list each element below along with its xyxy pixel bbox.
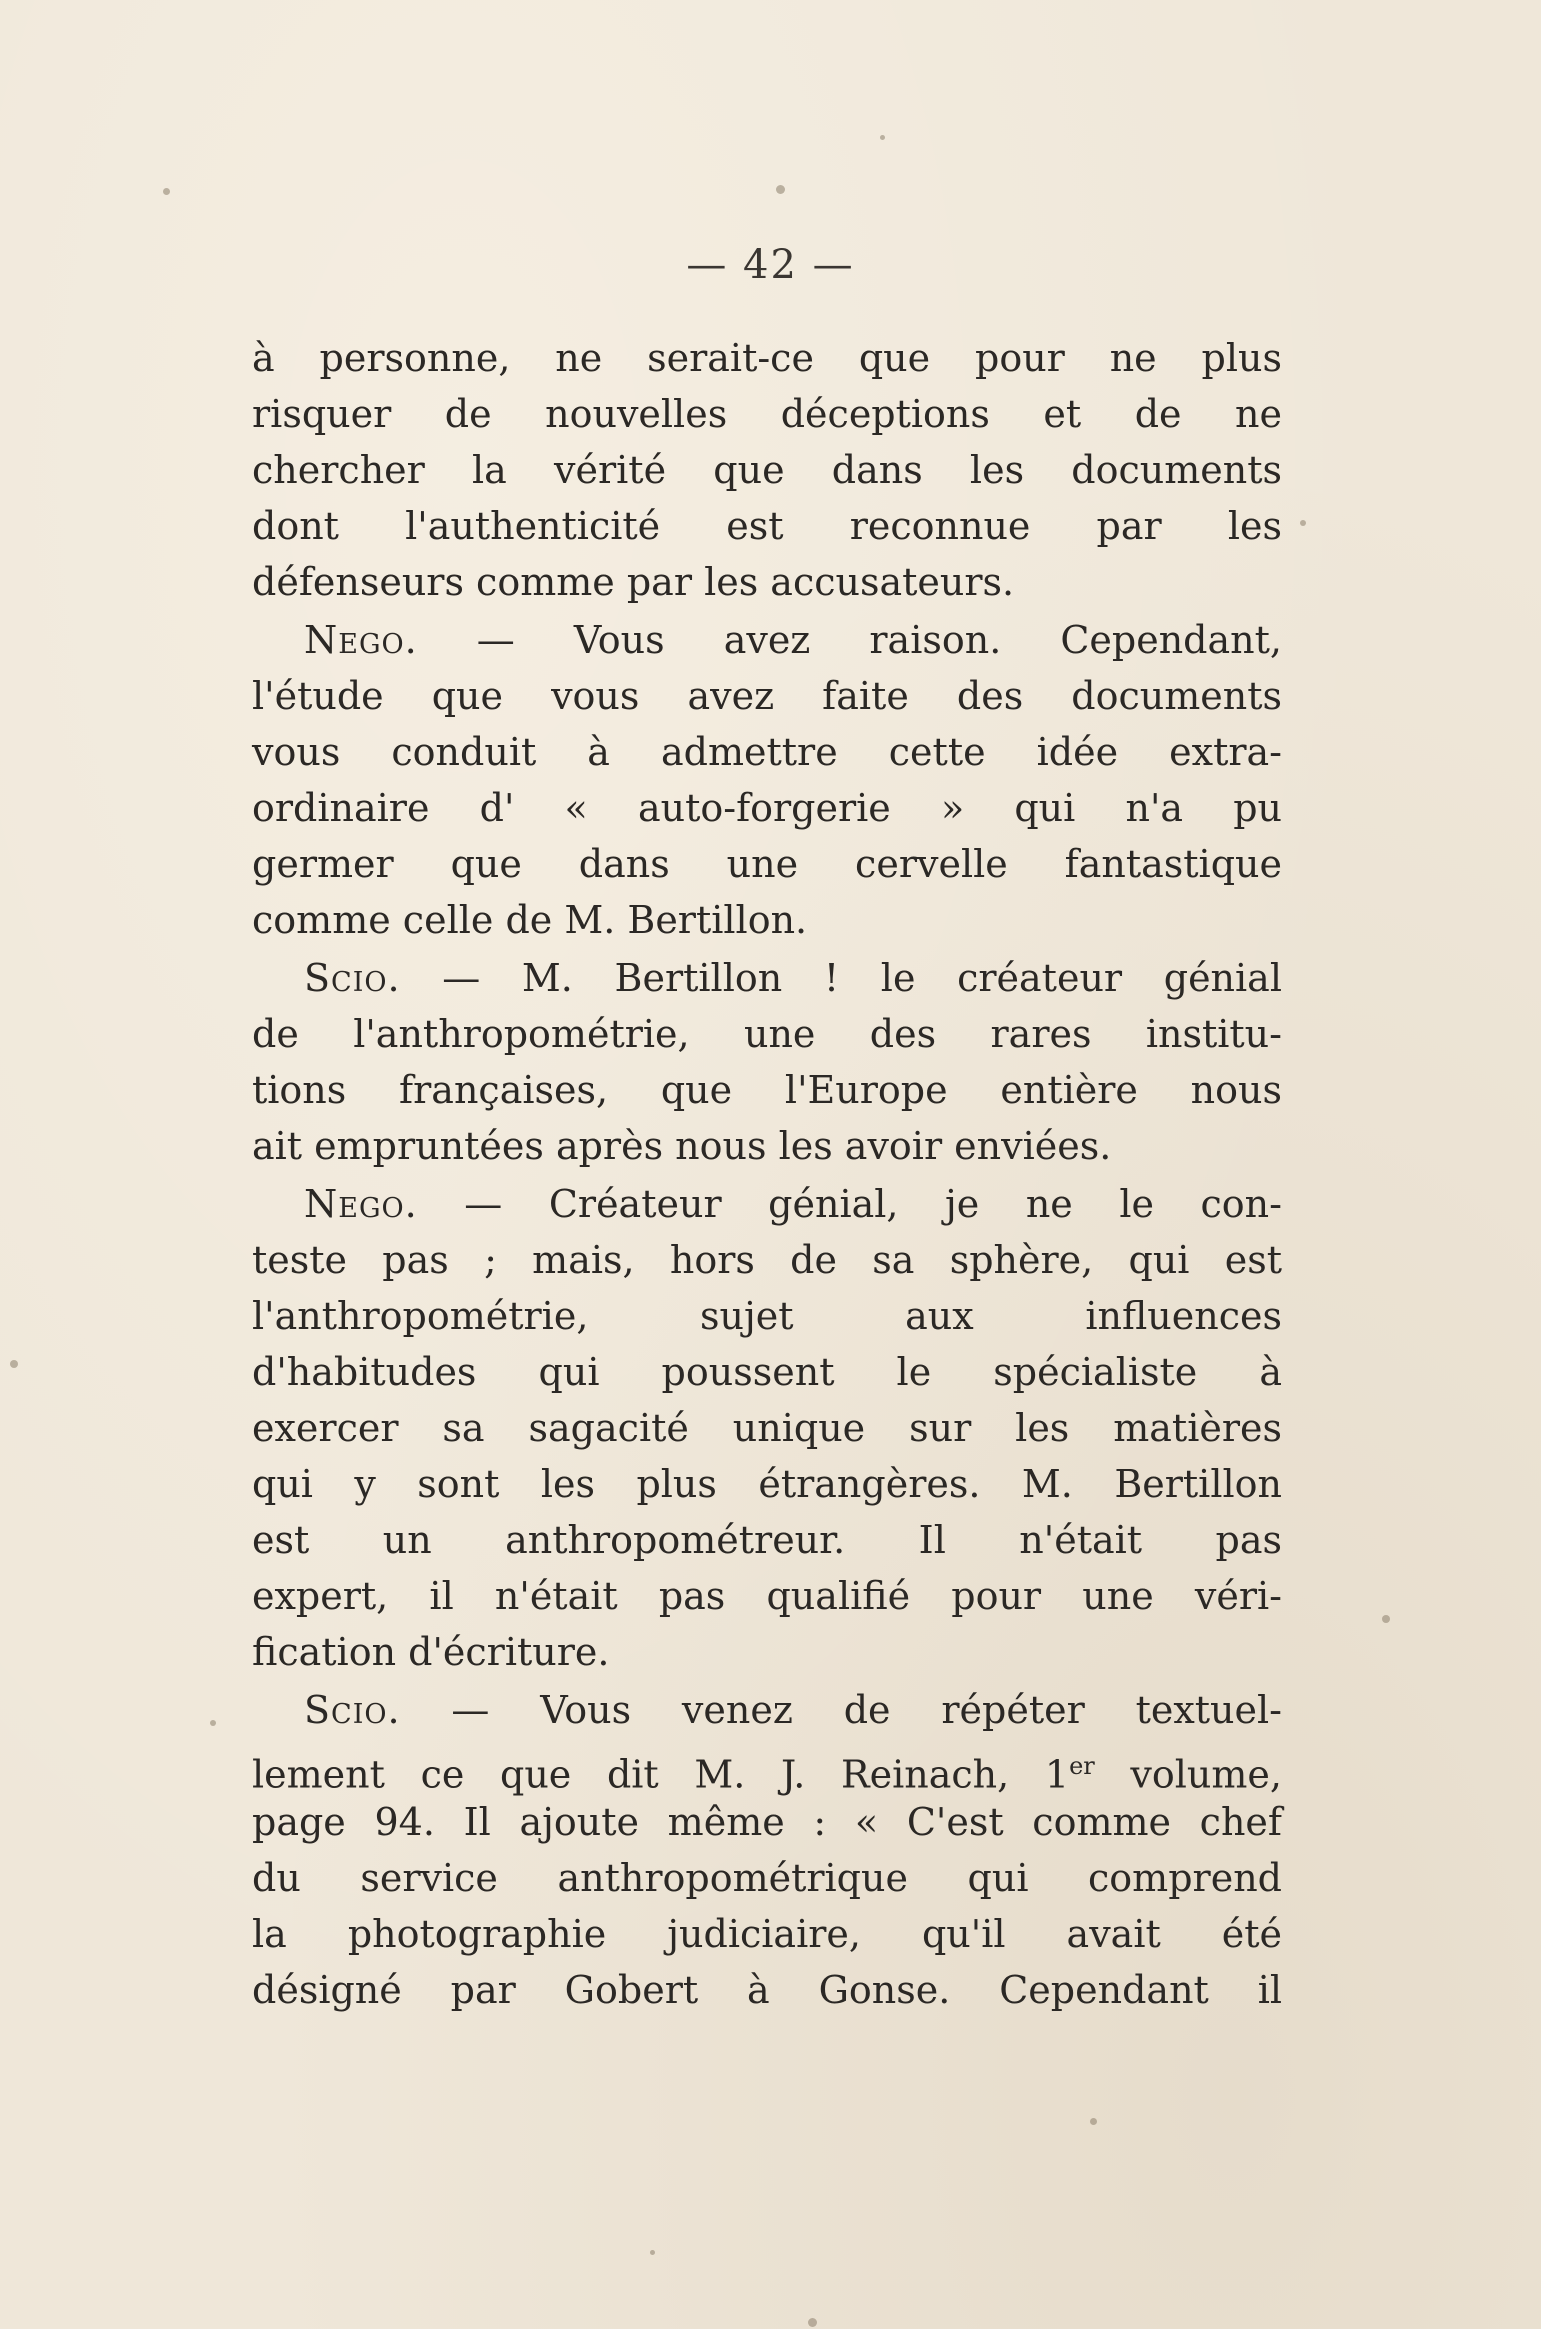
line-text: la photographie judiciaire, qu'il avait été — [252, 1912, 1282, 1956]
line-text: teste pas ; mais, hors de sa sphère, qui est — [252, 1238, 1282, 1282]
line-text: risquer de nouvelles déceptions et de ne — [252, 392, 1282, 436]
line-text: d'habitudes qui poussent le spécialiste à — [252, 1350, 1282, 1394]
text-line — [252, 836, 1282, 892]
text-line — [252, 1176, 1282, 1232]
line-text: est un anthropométreur. Il n'était pas — [252, 1518, 1282, 1562]
text-line — [252, 1456, 1282, 1512]
text-line — [252, 1400, 1282, 1456]
text-line — [252, 1232, 1282, 1288]
text-line — [252, 1118, 1282, 1174]
paper-speck — [776, 185, 785, 194]
line-text: l'étude que vous avez faite des documents — [252, 674, 1282, 718]
speaker-name: Scio. — [304, 1688, 401, 1732]
text-line — [252, 1682, 1282, 1738]
text-line — [252, 1624, 1282, 1680]
text-line — [252, 1962, 1282, 2018]
line-text: — M. Bertillon ! le créateur génial — [400, 956, 1282, 1000]
line-text: lement ce que dit M. J. Reinach, 1 — [252, 1752, 1070, 1797]
line-text: — Créateur génial, je ne le con- — [417, 1182, 1282, 1226]
text-line — [252, 1906, 1282, 1962]
superscript: er — [1069, 1752, 1095, 1780]
text-line — [252, 498, 1282, 554]
text-line — [252, 668, 1282, 724]
text-line — [252, 330, 1282, 386]
text-line — [252, 554, 1282, 610]
text-line — [252, 1568, 1282, 1624]
text-line — [252, 1062, 1282, 1118]
paper-speck — [210, 1720, 216, 1726]
text-line — [252, 1288, 1282, 1344]
text-line — [252, 892, 1282, 948]
speaker-name: Scio. — [304, 956, 401, 1000]
text-line — [252, 780, 1282, 836]
line-text: expert, il n'était pas qualifié pour une véri- — [252, 1574, 1282, 1618]
line-text: fication d'écriture. — [252, 1630, 610, 1674]
speaker-name: Nego. — [304, 618, 418, 662]
paper-speck — [650, 2250, 655, 2255]
text-line — [252, 386, 1282, 442]
line-text: l'anthropométrie, sujet aux influences — [252, 1294, 1282, 1338]
line-text: exercer sa sagacité unique sur les matières — [252, 1406, 1282, 1450]
line-text: ordinaire d' « auto-forgerie » qui n'a pu — [252, 786, 1282, 830]
line-text: dont l'authenticité est reconnue par les — [252, 504, 1282, 548]
text-line — [252, 724, 1282, 780]
line-text: volume, — [1094, 1752, 1282, 1797]
line-text: germer que dans une cervelle fantastique — [252, 842, 1282, 886]
line-text: ait empruntées après nous les avoir enviées. — [252, 1124, 1112, 1168]
text-line — [252, 950, 1282, 1006]
text-line — [252, 1794, 1282, 1850]
text-line — [252, 1344, 1282, 1400]
line-text: de l'anthropométrie, une des rares institu- — [252, 1012, 1282, 1056]
text-line — [252, 1738, 1282, 1797]
paper-speck — [10, 1360, 18, 1368]
line-text: page 94. Il ajoute même : « C'est comme chef — [252, 1800, 1282, 1844]
line-text: à personne, ne serait-ce que pour ne plus — [252, 336, 1282, 380]
line-text: comme celle de M. Bertillon. — [252, 898, 808, 942]
line-text: désigné par Gobert à Gonse. Cependant il — [252, 1968, 1282, 2012]
speaker-name: Nego. — [304, 1182, 418, 1226]
paper-speck — [1300, 520, 1306, 526]
line-text: défenseurs comme par les accusateurs. — [252, 560, 1015, 604]
line-text: du service anthropométrique qui comprend — [252, 1856, 1282, 1900]
text-line — [252, 612, 1282, 668]
page-number: — 42 — — [686, 242, 855, 288]
text-line — [252, 442, 1282, 498]
paper-speck — [1382, 1615, 1390, 1623]
paper-speck — [880, 135, 885, 140]
line-text: qui y sont les plus étrangères. M. Bertillon — [252, 1462, 1282, 1506]
line-text: — Vous venez de répéter textuel- — [400, 1688, 1282, 1732]
line-text: chercher la vérité que dans les documents — [252, 448, 1282, 492]
text-line — [252, 1850, 1282, 1906]
line-text: — Vous avez raison. Cependant, — [417, 618, 1282, 662]
body-text — [252, 330, 1282, 2018]
paper-speck — [808, 2318, 817, 2327]
text-line — [252, 1006, 1282, 1062]
paper-speck — [1090, 2118, 1097, 2125]
line-text: tions françaises, que l'Europe entière nous — [252, 1068, 1282, 1112]
line-text: vous conduit à admettre cette idée extra- — [252, 730, 1282, 774]
paper-speck — [163, 188, 170, 195]
text-line — [252, 1512, 1282, 1568]
